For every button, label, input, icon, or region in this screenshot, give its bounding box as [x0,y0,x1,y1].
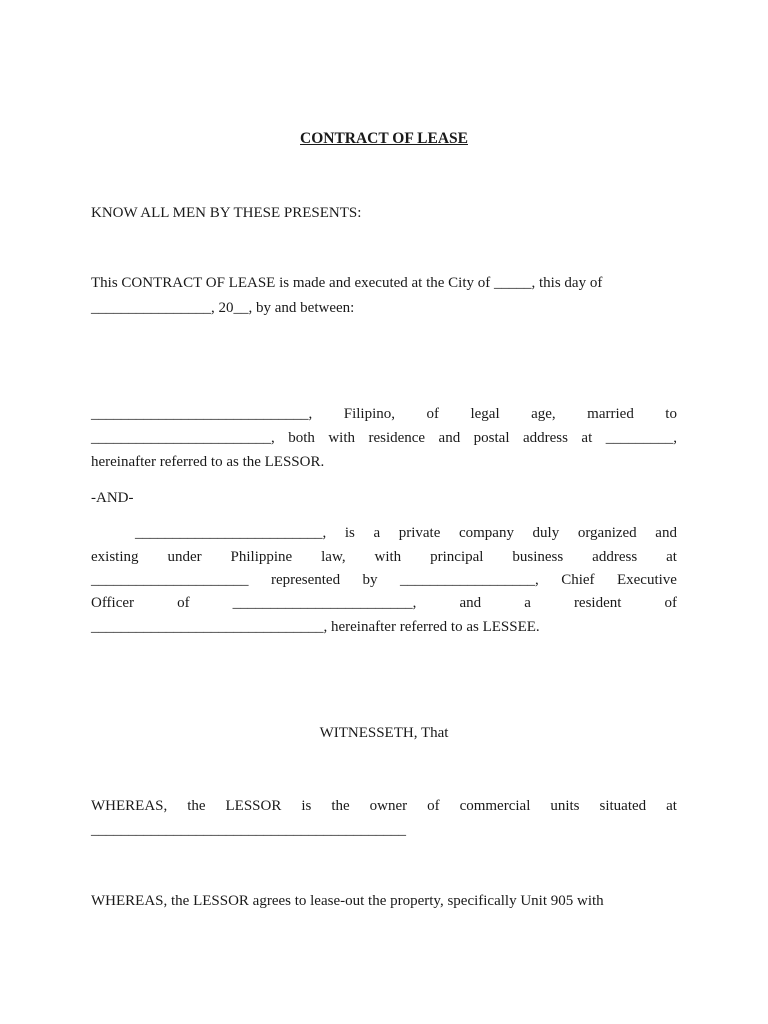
word: under [167,549,202,565]
word: _____________________________, [91,406,313,422]
word: a [524,595,531,611]
whereas-1-line-2: __________________________________________ [91,822,406,838]
lessor-line-1 [91,405,677,423]
word: age, [531,406,556,422]
word: __________________, [400,572,539,588]
witnesseth-heading: WITNESSETH, That [319,725,449,741]
intro-line-1 [91,274,677,292]
word: the [187,798,206,814]
word: situated [599,798,647,814]
word: business [512,549,564,565]
word: company [458,525,514,541]
word: at [666,549,677,565]
word: _____________________ [91,572,249,588]
word: with [328,430,355,446]
word: and [438,430,461,446]
whereas-1-line-1 [91,797,677,815]
word: ________________________, [91,430,275,446]
opening-clause: KNOW ALL MEN BY THESE PRESENTS: [91,205,362,221]
lessee-line-4 [91,594,677,612]
word: of [427,798,440,814]
word: Chief [561,572,595,588]
lessee-line-1 [135,524,677,542]
word: law, [321,549,346,565]
and-separator: -AND- [91,490,134,506]
lessee-line-5: _______________________________, hereinafter referred to as LESSEE. [91,619,540,635]
word: Officer [91,595,135,611]
word: resident [573,595,622,611]
word: commercial [459,798,531,814]
word: private [398,525,441,541]
word: duly [532,525,560,541]
word: both [288,430,315,446]
word: Executive [616,572,677,588]
word: principal [430,549,484,565]
word: of [426,406,439,422]
whereas-2-line-1: WHEREAS, the LESSOR agrees to lease-out the property, specifically Unit 905 with [91,893,604,909]
lessee-line-2 [91,548,677,566]
lessor-line-2 [91,429,677,447]
word: represented [270,572,341,588]
word: residence [368,430,426,446]
word: organized [577,525,637,541]
word: _________, [605,430,677,446]
word: postal [473,430,510,446]
word: with [374,549,402,565]
word: of [664,595,677,611]
word: and [459,595,482,611]
word: the [331,798,350,814]
word: at [666,798,677,814]
intro-line-2: ________________, 20__, by and between: [91,300,355,316]
word: LESSOR [225,798,282,814]
word: units [550,798,580,814]
word: of [177,595,190,611]
word: a [373,525,381,541]
word: owner [369,798,408,814]
word: existing [91,549,139,565]
lessor-line-3: hereinafter referred to as the LESSOR. [91,454,325,470]
lessee-line-3 [91,571,677,589]
word: is [301,798,312,814]
word: Filipino, [343,406,395,422]
word: address [592,549,638,565]
document-title: CONTRACT OF LEASE [300,130,468,147]
word: Philippine [230,549,293,565]
word: legal [470,406,500,422]
word: ________________________, [232,595,417,611]
word: WHEREAS, [91,798,168,814]
word: and [655,525,677,541]
word: address [522,430,568,446]
word: married [587,406,634,422]
intro-line-1-text: This CONTRACT OF LEASE is made and executed at the City of _____, this day of [91,275,603,291]
word: to [665,406,677,422]
word: _________________________, [135,525,327,541]
word: is [344,525,355,541]
word: at [581,430,593,446]
word: by [362,572,378,588]
